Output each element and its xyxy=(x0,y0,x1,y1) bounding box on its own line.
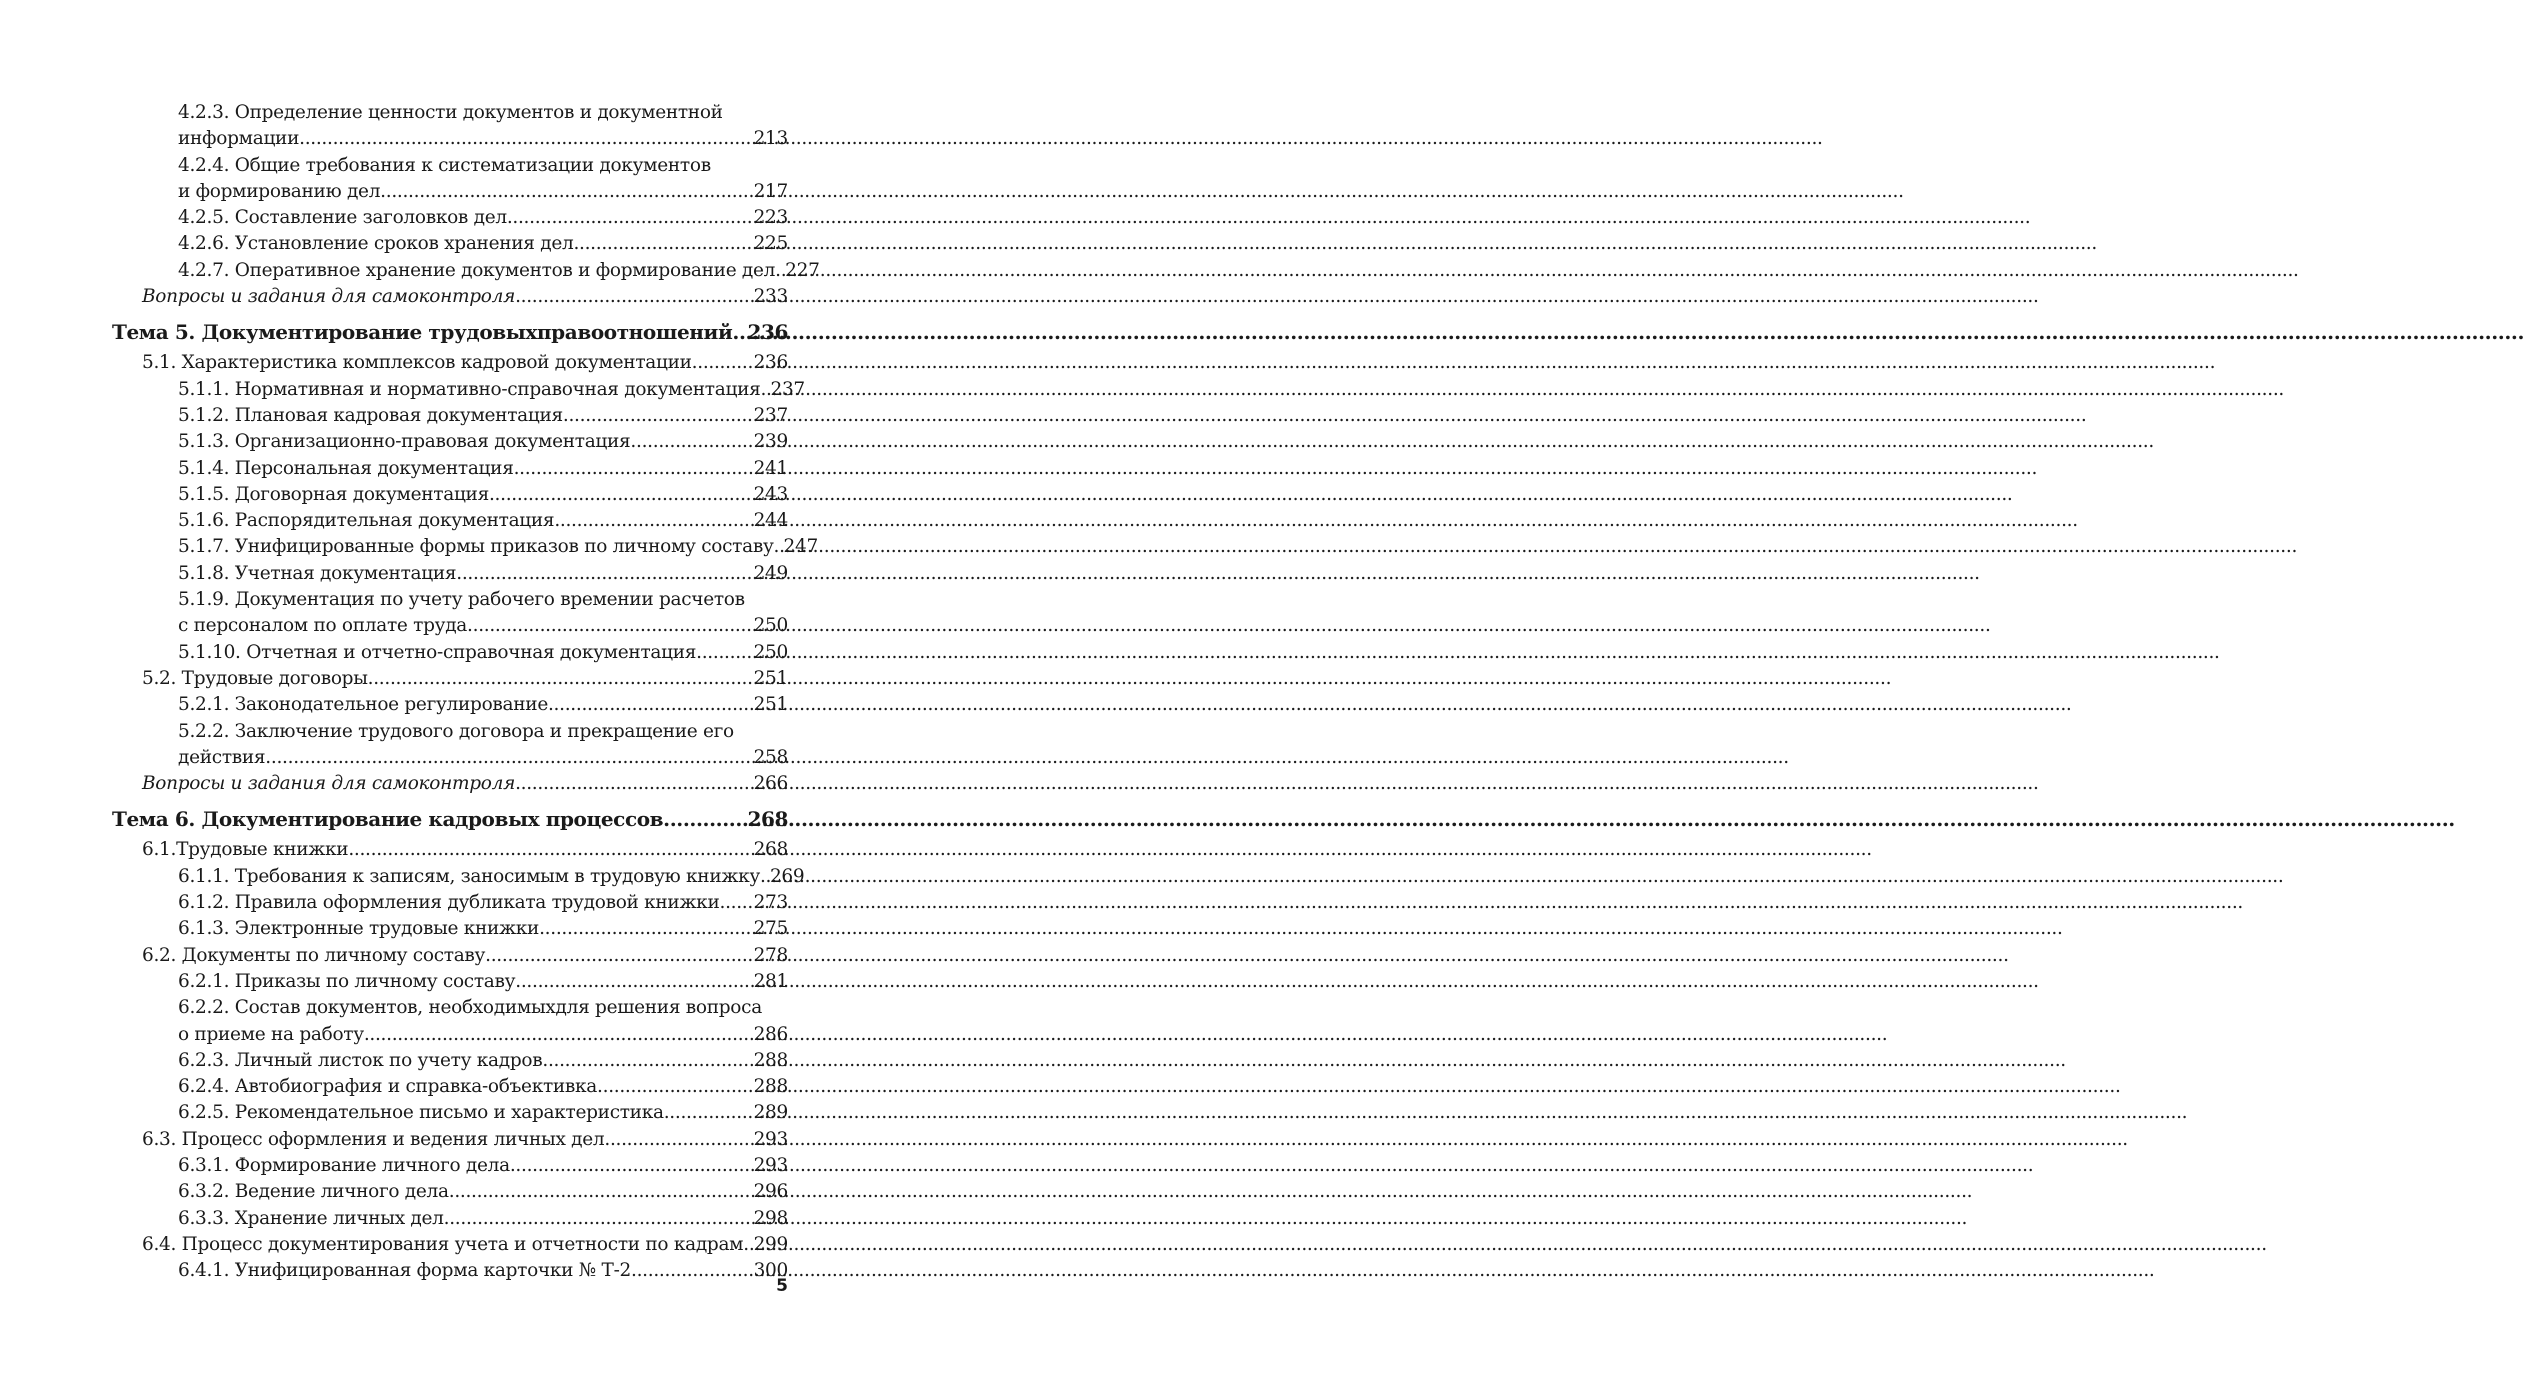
toc-entry-title: Тема 5. Документирование трудовыхправоотношений xyxy=(112,320,733,345)
toc-entry-title: 4.2.6. Установление сроков хранения дел xyxy=(178,233,574,255)
toc-entry xyxy=(112,837,788,863)
dot-leader xyxy=(604,1127,751,1153)
toc-entry-title: 6.2.3. Личный листок по учету кадров xyxy=(178,1049,543,1071)
toc-entry xyxy=(112,561,788,587)
toc-entry-title-line: 5.1.9. Документация по учету рабочего времении расчетов xyxy=(178,589,745,611)
toc-entry-title: 6.1.3. Электронные трудовые книжки xyxy=(178,918,540,940)
toc-entry-title: и формированию дел xyxy=(178,180,381,202)
toc-entry xyxy=(112,916,788,942)
toc-entry xyxy=(112,429,788,455)
dot-leader xyxy=(597,1074,752,1100)
toc-entry-title: Вопросы и задания для самоконтроля xyxy=(142,286,516,308)
toc-entry-title: 6.1.2. Правила оформления дубликата трудовой книжки xyxy=(178,892,720,914)
dot-leader xyxy=(515,284,752,310)
toc-entry-title: 6.3.2. Ведение личного дела xyxy=(178,1181,449,1203)
toc-entry xyxy=(112,205,788,231)
toc-entry-title-line: 4.2.3. Определение ценности документов и документной xyxy=(178,102,723,123)
toc-entry xyxy=(112,666,788,692)
dot-leader xyxy=(630,429,751,455)
toc-page-number: 286 xyxy=(753,1023,788,1045)
toc-page-number: 233 xyxy=(753,286,788,308)
toc-entry-title: 4.2.7. Оперативное хранение документов и формирование дел xyxy=(178,259,776,281)
dot-leader xyxy=(664,1100,752,1126)
dot-leader xyxy=(548,692,752,718)
toc-entry xyxy=(112,1258,788,1284)
toc-topic-heading xyxy=(112,318,788,347)
table-of-contents xyxy=(112,100,820,1284)
toc-entry xyxy=(112,377,805,403)
toc-entry-title: 5.1.7. Унифицированные формы приказов по личному составу xyxy=(178,536,774,558)
toc-entry xyxy=(112,482,788,508)
toc-page-number: 250 xyxy=(753,641,788,663)
toc-entry xyxy=(112,456,788,482)
toc-page-number: 288 xyxy=(753,1076,788,1098)
dot-leader xyxy=(774,534,782,560)
dot-leader xyxy=(775,258,783,284)
toc-page-number: 244 xyxy=(753,510,788,532)
toc-entry-title: 5.1.4. Персональная документация xyxy=(178,457,514,479)
toc-entry-title: 5.1.5. Договорная документация xyxy=(178,483,489,505)
toc-entry xyxy=(112,258,820,284)
dot-leader xyxy=(510,1153,752,1179)
toc-entry xyxy=(112,1074,788,1100)
toc-page-number: 258 xyxy=(753,746,788,768)
toc-page-number: 268 xyxy=(753,839,788,861)
toc-page-number: 223 xyxy=(753,207,788,229)
dot-leader xyxy=(299,126,751,152)
page-number: 5 xyxy=(776,1276,788,1296)
toc-page-number: 293 xyxy=(753,1128,788,1150)
dot-leader xyxy=(456,561,751,587)
dot-leader xyxy=(663,805,744,834)
dot-leader xyxy=(514,456,752,482)
toc-entry-title: 5.1.6. Распорядительная документация xyxy=(178,510,555,532)
toc-entry xyxy=(112,508,788,534)
dot-leader xyxy=(489,482,752,508)
toc-entry-title-line: 6.2.2. Состав документов, необходимыхдля решения вопроса xyxy=(178,997,762,1019)
toc-page-number: 236 xyxy=(753,352,788,374)
dot-leader xyxy=(573,231,751,257)
dot-leader xyxy=(554,508,751,534)
toc-entry-title: 6.4. Процесс документирования учета и отчетности по кадрам xyxy=(142,1233,744,1255)
dot-leader xyxy=(467,613,752,639)
dot-leader xyxy=(515,969,751,995)
toc-page-number: 269 xyxy=(769,865,805,887)
toc-page-number: 300 xyxy=(753,1260,788,1282)
toc-entry-title: действия xyxy=(178,746,266,768)
dot-leader xyxy=(368,666,752,692)
dot-leader xyxy=(265,745,751,771)
toc-entry-title: 6.2.4. Автобиография и справка-объективка xyxy=(178,1076,598,1098)
toc-entry-title: с персоналом по оплате труда xyxy=(178,615,468,637)
dot-leader xyxy=(631,1258,752,1284)
toc-entry xyxy=(112,231,788,257)
toc-page-number: 278 xyxy=(753,944,788,966)
toc-entry xyxy=(112,1232,788,1258)
toc-entry xyxy=(112,890,788,916)
dot-leader xyxy=(515,771,752,797)
toc-entry-title: 5.1. Характеристика комплексов кадровой документации xyxy=(142,352,692,374)
toc-entry-title: 6.1.1. Требования к записям, заносимым в трудовую книжку xyxy=(178,865,760,887)
dot-leader xyxy=(542,1048,751,1074)
toc-page-number: 237 xyxy=(753,404,788,426)
dot-leader xyxy=(444,1206,752,1232)
toc-entry-title: 6.4.1. Унифицированная форма карточки № Т-2 xyxy=(178,1260,631,1282)
toc-page-number: 266 xyxy=(753,773,788,795)
toc-questions-entry xyxy=(112,771,788,797)
toc-entry-title: 6.2. Документы по личному составу xyxy=(142,944,486,966)
toc-entry-title: 5.2. Трудовые договоры xyxy=(142,667,368,689)
toc-entry-title: 6.3.1. Формирование личного дела xyxy=(178,1154,510,1176)
toc-entry xyxy=(112,1048,788,1074)
toc-entry-title: 4.2.5. Составление заголовков дел xyxy=(178,207,507,229)
dot-leader xyxy=(719,890,751,916)
toc-page-number: 236 xyxy=(747,320,788,345)
toc-entry-title: о приеме на работу xyxy=(178,1023,364,1045)
toc-page-number: 275 xyxy=(753,918,788,940)
toc-entry xyxy=(112,692,788,718)
toc-page-number: 273 xyxy=(753,892,788,914)
toc-entry xyxy=(112,969,788,995)
toc-page-number: 289 xyxy=(753,1102,788,1124)
toc-entry xyxy=(112,1179,788,1205)
dot-leader xyxy=(563,403,752,429)
toc-page-number: 251 xyxy=(753,667,788,689)
toc-entry-title: 6.2.5. Рекомендательное письмо и характеристика xyxy=(178,1102,664,1124)
toc-entry-title: 5.1.2. Плановая кадровая документация xyxy=(178,404,563,426)
toc-page-number: 281 xyxy=(753,970,788,992)
dot-leader xyxy=(485,943,751,969)
toc-entry xyxy=(112,534,818,560)
dot-leader xyxy=(692,350,752,376)
toc-page-number: 213 xyxy=(753,128,788,150)
toc-entry xyxy=(112,403,788,429)
toc-entry xyxy=(112,640,788,666)
toc-page-number: 268 xyxy=(747,807,788,832)
toc-page-number: 241 xyxy=(753,457,788,479)
toc-entry-title: Тема 6. Документирование кадровых процессов xyxy=(112,807,664,832)
toc-page-number: 251 xyxy=(753,694,788,716)
toc-entry-title: 5.1.3. Организационно-правовая документация xyxy=(178,431,631,453)
toc-entry xyxy=(112,995,788,1048)
toc-page-number: 293 xyxy=(753,1154,788,1176)
toc-entry xyxy=(112,943,788,969)
toc-entry-title-line: 4.2.4. Общие требования к систематизации документов xyxy=(178,154,711,176)
toc-entry xyxy=(112,719,788,772)
toc-entry xyxy=(112,587,788,640)
toc-entry xyxy=(112,1127,788,1153)
toc-page-number: 239 xyxy=(753,431,788,453)
dot-leader xyxy=(696,640,751,666)
toc-entry xyxy=(112,1153,788,1179)
toc-page-number: 237 xyxy=(770,378,805,400)
toc-entry-title: 5.1.8. Учетная документация xyxy=(178,562,457,584)
toc-page-number: 296 xyxy=(753,1181,788,1203)
toc-entry xyxy=(112,350,788,376)
toc-entry xyxy=(112,100,788,153)
dot-leader xyxy=(348,837,751,863)
toc-entry-title: Вопросы и задания для самоконтроля xyxy=(142,773,516,795)
dot-leader xyxy=(380,179,751,205)
dot-leader xyxy=(760,864,768,890)
toc-entry-title: 6.1.Трудовые книжки xyxy=(142,839,349,861)
dot-leader xyxy=(539,916,752,942)
toc-entry-title: 5.2.1. Законодательное регулирование xyxy=(178,694,548,716)
toc-topic-heading xyxy=(112,805,788,834)
toc-page-number: 225 xyxy=(753,233,788,255)
dot-leader xyxy=(364,1022,752,1048)
toc-entry-title: 6.3. Процесс оформления и ведения личных дел xyxy=(142,1128,605,1150)
toc-page-number: 227 xyxy=(785,259,820,281)
toc-entry-title-line: 5.2.2. Заключение трудового договора и прекращение его xyxy=(178,720,734,742)
toc-entry-title: 6.3.3. Хранение личных дел xyxy=(178,1207,444,1229)
toc-entry-title: 5.1.10. Отчетная и отчетно-справочная документация xyxy=(178,641,697,663)
toc-entry-title: информации xyxy=(178,128,300,150)
dot-leader xyxy=(743,1232,751,1258)
toc-page-number: 298 xyxy=(753,1207,788,1229)
toc-entry xyxy=(112,1100,788,1126)
toc-entry xyxy=(112,864,805,890)
toc-entry xyxy=(112,153,788,206)
dot-leader xyxy=(507,205,752,231)
dot-leader xyxy=(760,377,768,403)
toc-page-number: 243 xyxy=(753,483,788,505)
toc-entry xyxy=(112,1206,788,1232)
toc-page-number: 217 xyxy=(753,180,788,202)
toc-page-number: 250 xyxy=(753,615,788,637)
toc-page-number: 288 xyxy=(753,1049,788,1071)
dot-leader xyxy=(732,318,744,347)
toc-page-number: 299 xyxy=(753,1233,788,1255)
toc-entry-title: 5.1.1. Нормативная и нормативно-справочная документация xyxy=(178,378,761,400)
toc-page-number: 249 xyxy=(753,562,788,584)
toc-entry-title: 6.2.1. Приказы по личному составу xyxy=(178,970,516,992)
toc-page-number: 247 xyxy=(783,536,818,558)
toc-questions-entry xyxy=(112,284,788,310)
dot-leader xyxy=(449,1179,752,1205)
